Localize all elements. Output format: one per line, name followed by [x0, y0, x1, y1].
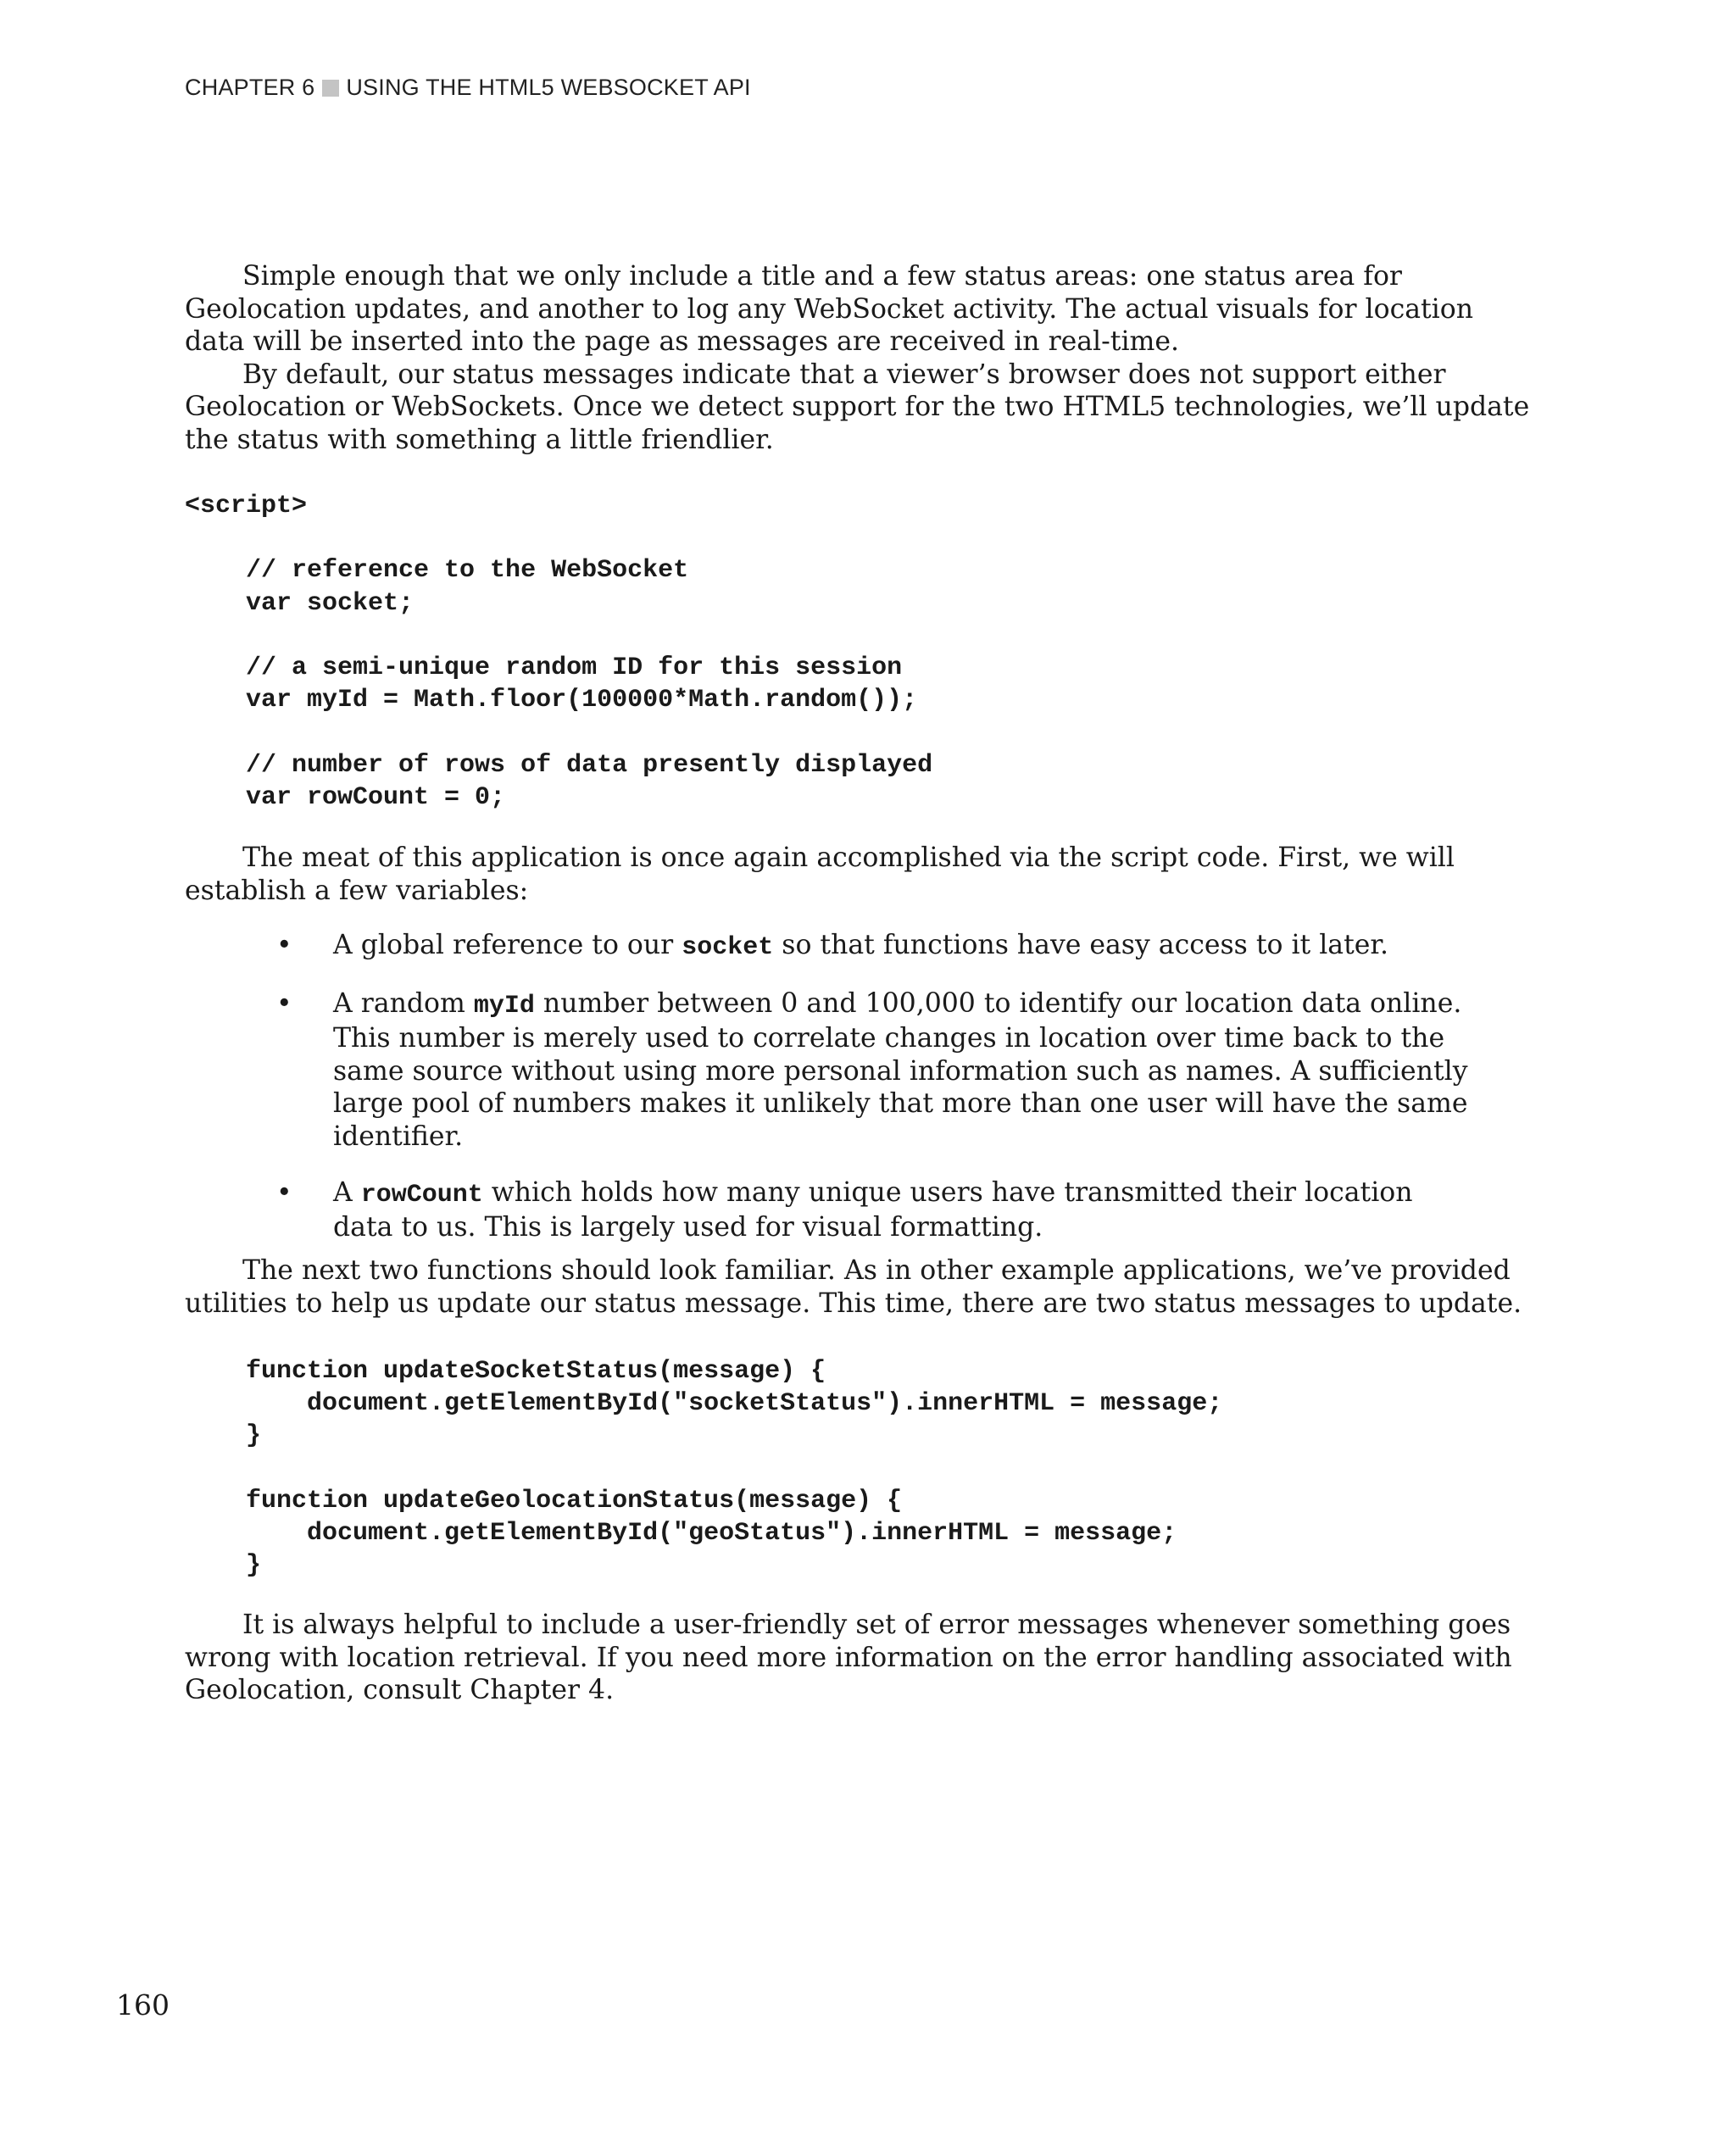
paragraph-meat: The meat of this application is once again accomplished via the script code. First, we will establish a few variables: — [185, 842, 1455, 906]
list-item-text-before: A random — [333, 987, 474, 1019]
inline-code: rowCount — [360, 1180, 483, 1210]
list-item — [185, 1176, 1469, 1244]
bullet-icon: • — [276, 930, 292, 960]
paragraph-default-status: By default, our status messages indicate that a viewer’s browser does not support either Geolocation or WebSockets. Once we detect support for the two HTML5 technologies, we’ll update the status with something a little friendlier. — [185, 359, 1530, 455]
code-block-functions: function updateSocketStatus(message) { document.getElementById("socketStatus").innerHTML = message; } function updateGeolocationStatus(message) { document.getElementById("geoStatus").innerHTML = message; } — [246, 1357, 1223, 1581]
list-item — [185, 929, 1469, 965]
running-head-title: USING THE HTML5 WEBSOCKET API — [346, 75, 751, 100]
running-head-chapter: CHAPTER 6 — [185, 75, 315, 100]
code-block-variables: <script> // reference to the WebSocket var socket; // a semi-unique random ID for this session var myId = Math.floor(100000*Math.random()); // number of rows of data presently displayed var rowCount = 0; — [185, 492, 933, 812]
closing-paragraph-block — [185, 1609, 1541, 1707]
list-item-text-after: which holds how many unique users have transmitted their location data to us. This is largely used for visual formatting. — [333, 1176, 1413, 1243]
square-separator-icon — [322, 80, 339, 97]
paragraph-next-functions: The next two functions should look familiar. As in other example applications, we’ve provided utilities to help us update our status message. This time, there are two status messages to update. — [185, 1255, 1522, 1319]
intro-paragraphs — [185, 260, 1541, 457]
inline-code: socket — [682, 933, 774, 962]
variables-bullet-list — [185, 929, 1468, 1267]
paragraph-status-areas: Simple enough that we only include a title and a few status areas: one status area for Geolocation updates, and another to log any WebSocket activity. The actual visuals for location data will be inserted into the page as messages are received in real-time. — [185, 261, 1473, 358]
bullet-icon: • — [276, 1176, 292, 1208]
list-item — [185, 987, 1469, 1154]
list-item-text-after: so that functions have easy access to it later. — [773, 930, 1388, 960]
next-paragraph-block — [185, 1254, 1541, 1320]
meat-paragraph-block — [185, 842, 1541, 907]
list-item-text-before: A global reference to our — [333, 930, 682, 960]
list-item-text-before: A — [333, 1176, 361, 1208]
list-item-text-after: number between 0 and 100,000 to identify our location data online. This number is merely used to correlate changes in location over time back to the same source without using more personal information such as names. A sufficiently large pool of numbers makes it unlikely that more than one user will have the same identifier. — [333, 987, 1468, 1152]
running-head — [185, 75, 751, 101]
bullet-icon: • — [276, 987, 292, 1019]
page-number: 160 — [116, 1988, 170, 2021]
inline-code: myId — [473, 991, 535, 1020]
paragraph-error-messages: It is always helpful to include a user-friendly set of error messages whenever something goes wrong with location retrieval. If you need more information on the error handling associated with Geolocation, consult Chapter 4. — [185, 1610, 1512, 1706]
